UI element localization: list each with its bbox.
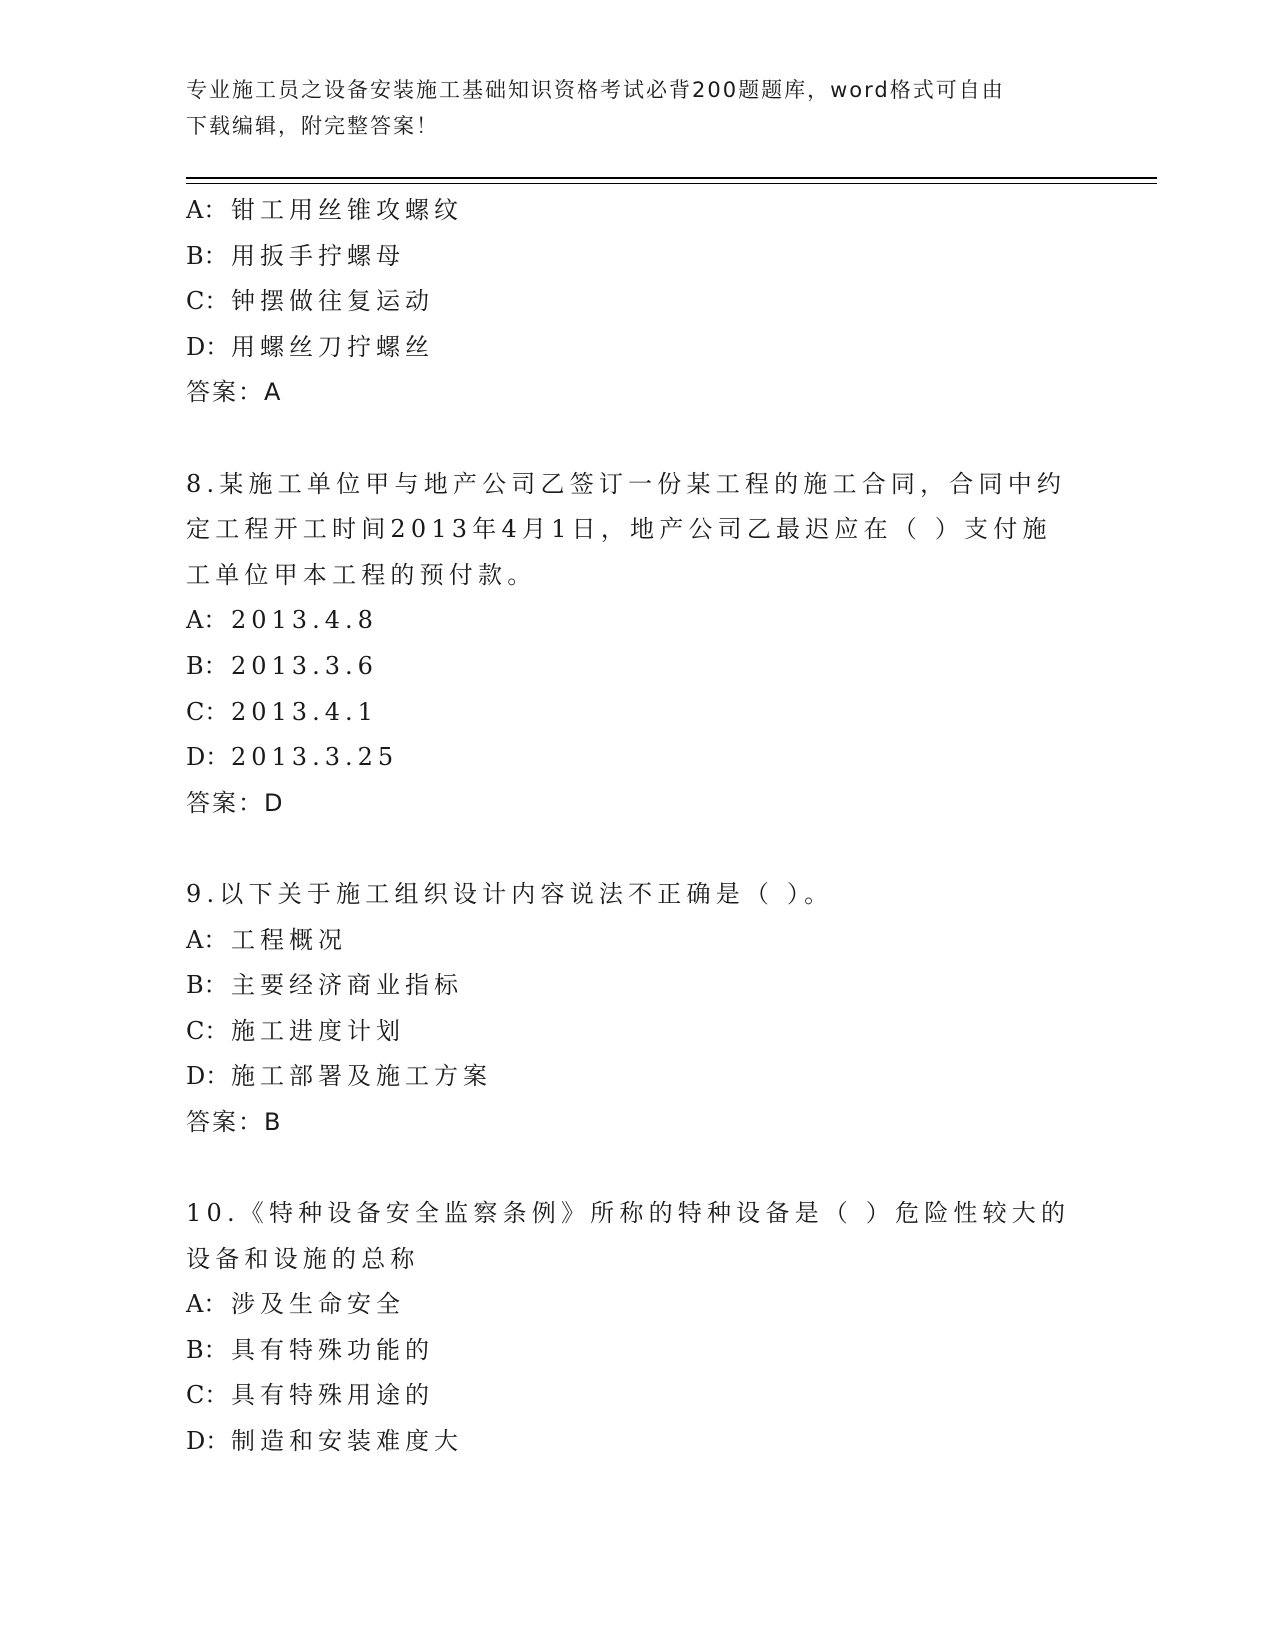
option-c: C： 钟摆做往复运动: [186, 287, 434, 316]
option-b: B： 具有特殊功能的: [186, 1335, 434, 1364]
option-d: D：制造和安装难度大: [186, 1427, 463, 1456]
question-list: [186, 188, 1086, 1465]
answer-line: 答案：A: [186, 378, 283, 407]
option-a: A： 工程概况: [186, 925, 347, 954]
question-text-line: 8.某施工单位甲与地产公司乙签订一份某工程的施工合同，合同中约: [186, 469, 1067, 498]
option-c: C： 具有特殊用途的: [186, 1381, 434, 1410]
question-10: [186, 1191, 1086, 1465]
option-d: D：用螺丝刀拧螺丝: [186, 332, 434, 361]
answer-line: 答案：D: [186, 788, 285, 817]
header-title-line-2: 下载编辑，附完整答案！: [186, 114, 439, 138]
option-d: D：施工部署及施工方案: [186, 1062, 492, 1091]
header-title-line-1: 专业施工员之设备安装施工基础知识资格考试必背200题题库，word格式可自由: [186, 78, 1005, 102]
header-rule-thick: [186, 177, 1157, 179]
option-c: C： 2013.4.1: [186, 697, 378, 726]
option-b: B： 主要经济商业指标: [186, 971, 463, 1000]
option-d: D：2013.3.25: [186, 743, 399, 772]
spacer: [186, 416, 1086, 462]
spacer: [186, 826, 1086, 872]
question-8: [186, 462, 1086, 827]
header-rule-thin: [186, 183, 1157, 184]
question-text-line: 定工程开工时间2013年4月1日，地产公司乙最迟应在（ ）支付施: [186, 515, 1052, 544]
option-a: A： 钳工用丝锥攻螺纹: [186, 196, 463, 224]
spacer: [186, 1145, 1086, 1191]
option-c: C： 施工进度计划: [186, 1016, 405, 1045]
option-a: A： 2013.4.8: [186, 606, 378, 635]
question-text-line: 9.以下关于施工组织设计内容说法不正确是（ ）。: [186, 879, 834, 908]
document-header: [186, 72, 1066, 144]
answer-line: 答案：B: [186, 1107, 283, 1136]
question-text-line: 设备和设施的总称: [186, 1244, 420, 1273]
option-b: B： 用扳手拧螺母: [186, 241, 405, 270]
question-text-line: 10.《特种设备安全监察条例》所称的特种设备是（ ）危险性较大的: [186, 1199, 1071, 1228]
question-7-options: [186, 188, 1086, 416]
option-a: A： 涉及生命安全: [186, 1290, 405, 1319]
question-text-line: 工单位甲本工程的预付款。: [186, 560, 537, 589]
question-9: [186, 872, 1086, 1146]
option-b: B： 2013.3.6: [186, 651, 378, 680]
